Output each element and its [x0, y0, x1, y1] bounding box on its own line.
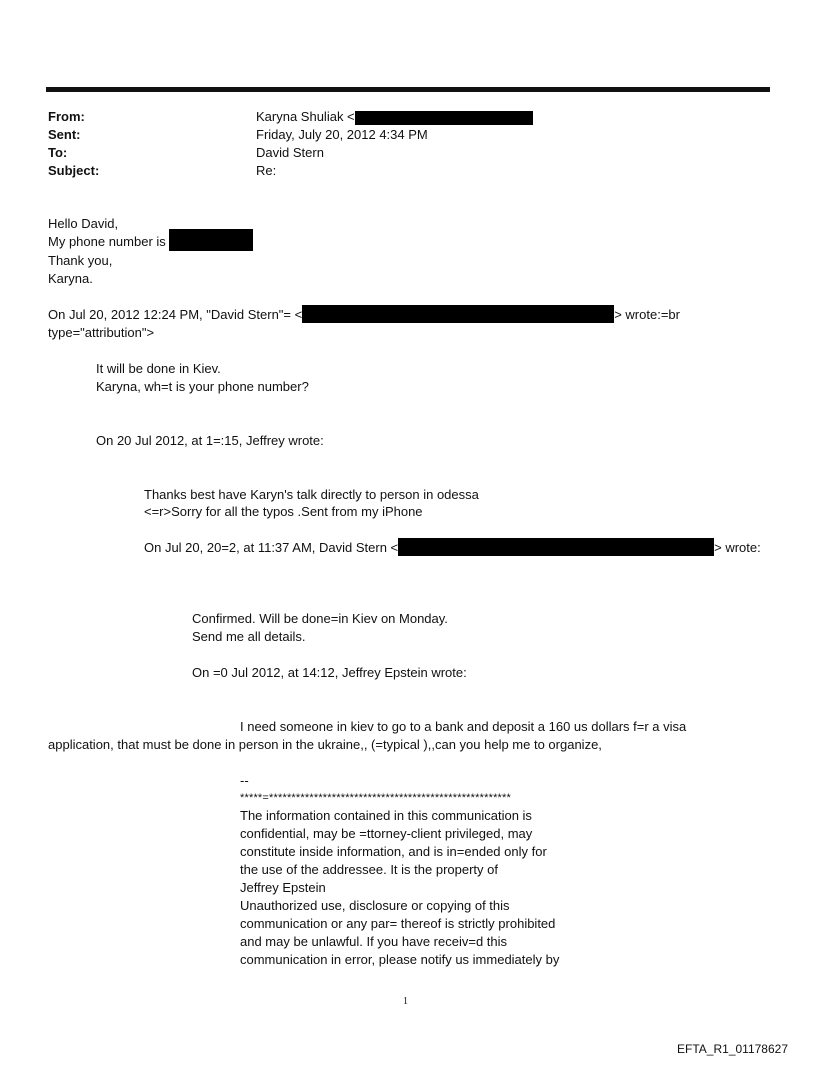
- to-label: To:: [48, 145, 68, 160]
- phone-line-text: My phone number is: [48, 234, 166, 249]
- redaction-block: [398, 538, 714, 556]
- attribution-wrote: > wrote:=br: [614, 307, 680, 322]
- disclaimer-line8: and may be unlawful. If you have receiv=d this: [240, 934, 508, 949]
- disclaimer-line4: the use of the addressee. It is the property of: [240, 862, 498, 877]
- disclaimer-line9: communication in error, please notify us immediately by: [240, 952, 560, 967]
- from-label: From:: [48, 109, 85, 124]
- sig-stars: *****=******************************************************: [240, 792, 511, 804]
- disclaimer-line7: communication or any par= thereof is strictly prohibited: [240, 916, 556, 931]
- quote2-line1: Thanks best have Karyn's talk directly to person in odessa: [144, 487, 479, 502]
- quote3-line1: Confirmed. Will be done=in Kiev on Monday.: [192, 611, 448, 626]
- disclaimer-line3: constitute inside information, and is in=ended only for: [240, 844, 547, 859]
- quote2-attribution-text: On Jul 20, 20=2, at 11:37 AM, David Stern <: [144, 540, 399, 555]
- sig-dashes: --: [240, 773, 249, 788]
- greeting: Hello David,: [48, 216, 119, 231]
- document-id: EFTA_R1_01178627: [677, 1042, 788, 1056]
- redaction-block: [355, 111, 533, 125]
- header-rule: [46, 87, 770, 92]
- thanks-line: Thank you,: [48, 253, 113, 268]
- attribution-type: type="attribution">: [48, 325, 155, 340]
- phone-line: [48, 233, 253, 251]
- subject-label: Subject:: [48, 163, 100, 178]
- disclaimer-line2: confidential, may be =ttorney-client privileged, may: [240, 826, 533, 841]
- disclaimer-line5: Jeffrey Epstein: [240, 880, 326, 895]
- page-number: 1: [403, 996, 408, 1007]
- disclaimer-line1: The information contained in this communication is: [240, 808, 532, 823]
- from-value: [256, 108, 533, 126]
- quote2-attribution: [144, 539, 761, 557]
- quote3-attribution: On =0 Jul 2012, at 14:12, Jeffrey Epstein wrote:: [192, 665, 467, 680]
- sent-label: Sent:: [48, 127, 81, 142]
- quote4-line2: application, that must be done in person in the ukraine,, (=typical ),,can you help me to organize,: [48, 737, 602, 752]
- quote1-line1: It will be done in Kiev.: [96, 361, 221, 376]
- quote2-line2: <=r>Sorry for all the typos .Sent from my iPhone: [144, 504, 423, 519]
- quote1-attribution: On 20 Jul 2012, at 1=:15, Jeffrey wrote:: [96, 433, 324, 448]
- attribution-text: On Jul 20, 2012 12:24 PM, "David Stern"= <: [48, 307, 303, 322]
- signature-name: Karyna.: [48, 271, 93, 286]
- redaction-block: [302, 305, 614, 323]
- quote4-line1: I need someone in kiev to go to a bank and deposit a 160 us dollars f=r a visa: [240, 719, 687, 734]
- subject-value: Re:: [256, 163, 277, 178]
- disclaimer-line6: Unauthorized use, disclosure or copying of this: [240, 898, 510, 913]
- redaction-block: [169, 229, 253, 251]
- to-value: David Stern: [256, 145, 324, 160]
- quote3-line2: Send me all details.: [192, 629, 306, 644]
- sent-value: Friday, July 20, 2012 4:34 PM: [256, 127, 428, 142]
- from-value-text: Karyna Shuliak <: [256, 109, 355, 124]
- attribution-line: [48, 306, 680, 324]
- quote2-attribution-wrote: > wrote:: [714, 540, 761, 555]
- quote1-line2: Karyna, wh=t is your phone number?: [96, 379, 309, 394]
